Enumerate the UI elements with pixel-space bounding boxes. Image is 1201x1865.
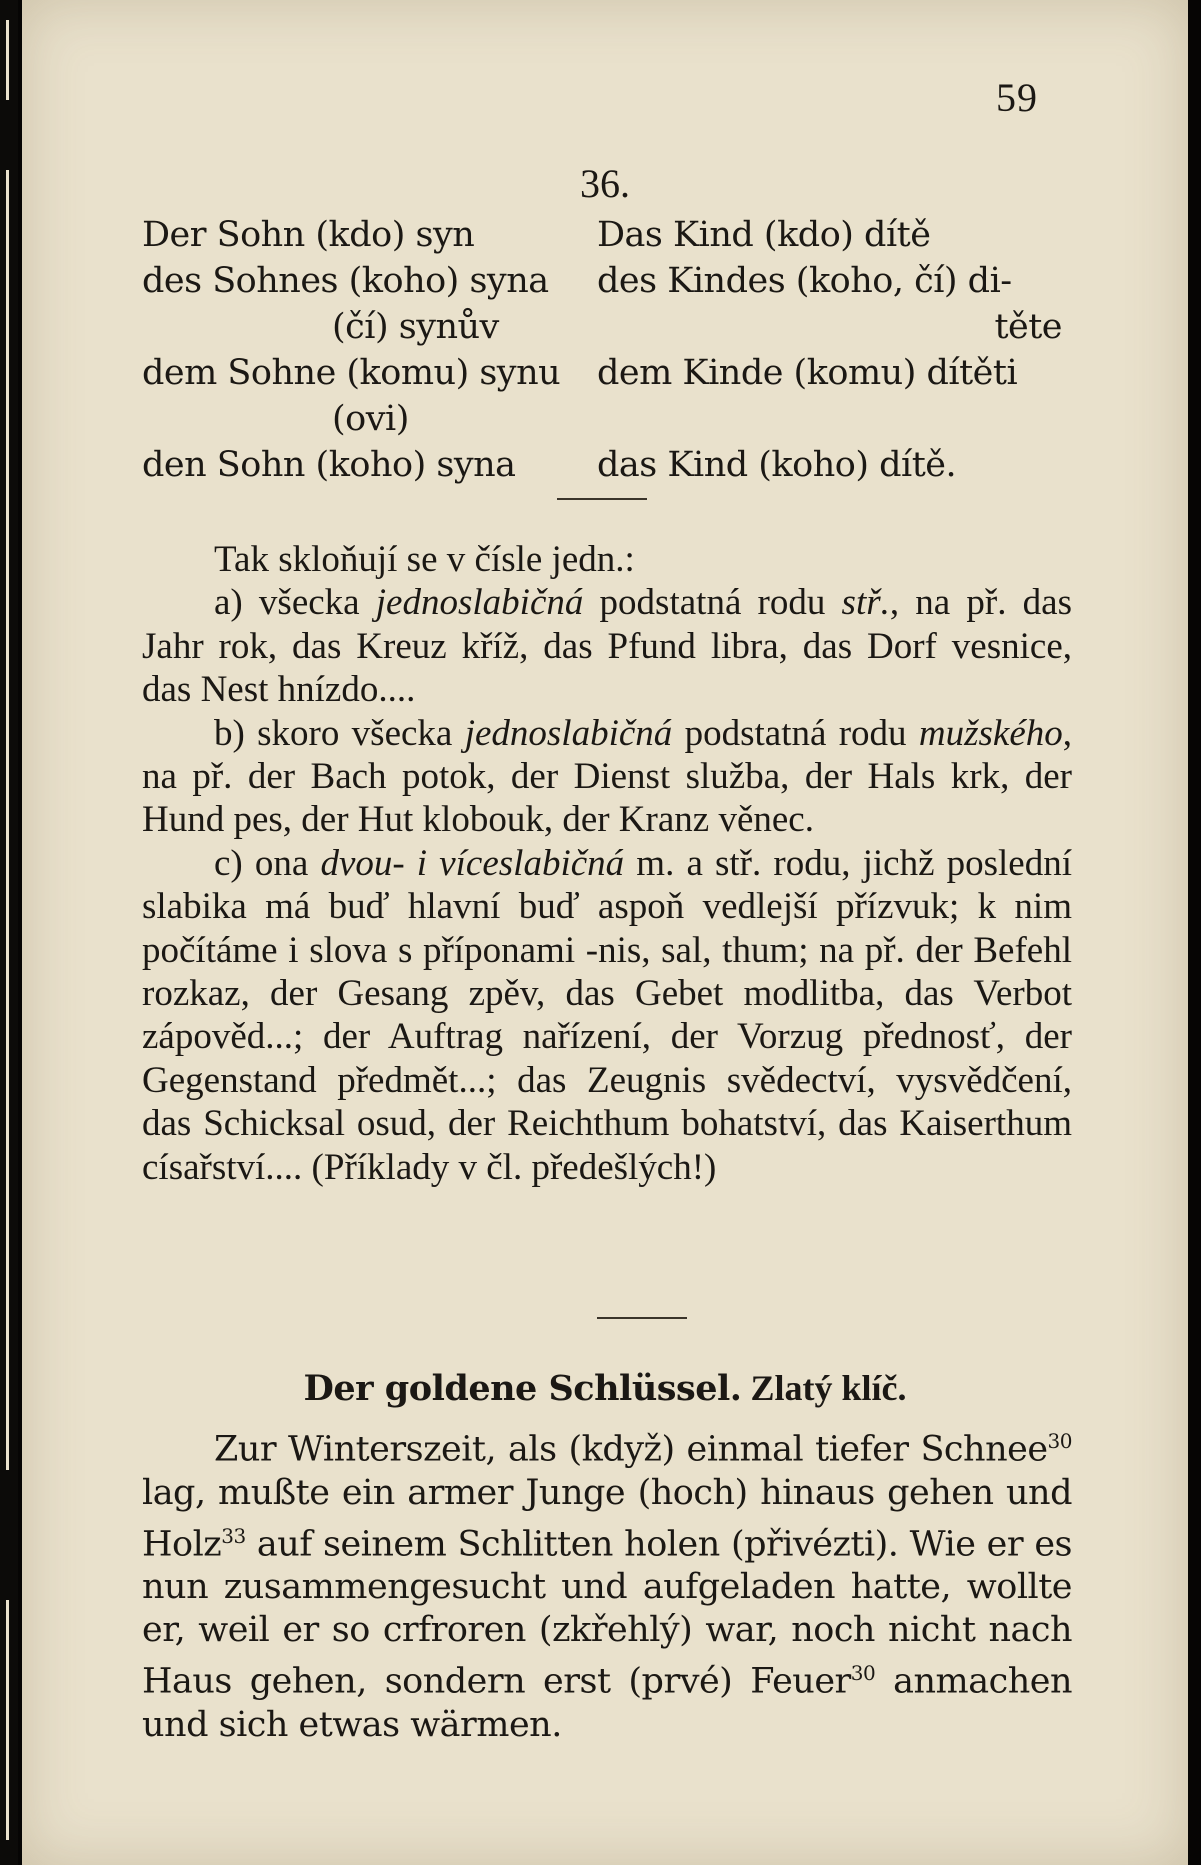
intro-line: [142, 538, 1072, 581]
declension-left: dem Sohne (komu) synu: [142, 353, 561, 393]
declension-left: des Sohnes (koho) syna: [142, 261, 549, 301]
rule-a-prefix: a) všecka: [214, 582, 376, 624]
declension-row: [142, 212, 1062, 258]
story-text-1: Zur Winterszeit, als (když) einmal tiefer Schnee: [214, 1429, 1048, 1470]
spine-edge: [6, 170, 9, 1470]
declension-row: [142, 396, 1062, 442]
declension-right: Das Kind (kdo) dítě: [597, 215, 931, 255]
declension-row: [142, 258, 1062, 304]
rule-c-rest: m. a stř. rodu, jichž poslední slabika má buď hlavní buď aspoň vedlejší přízvuk; k nim počítáme i slova s příponami -nis, sal, thum; na př. der Befehl rozkaz, der Gesang zpěv, das Gebet modlitba, das Verbot zápověd...; der Auftrag nařízení, der Vorzug přednosť, der Gegenstand předmět...; das Zeugnis svědectví, vysvědčení, das Schicksal osud, der Reichthum bohatství, das Kaiserthum císařství.... (Příklady v čl. předešlých!): [142, 842, 1073, 1188]
declension-left: Der Sohn (kdo) syn: [142, 215, 475, 255]
rule-a-rest: , na př. das Jahr rok, das Kreuz kříž, das Pfund libra, das Dorf vesnice, das Nest hnízdo....: [142, 582, 1072, 711]
story-heading: [22, 1367, 1188, 1409]
declension-right: [693, 396, 1062, 442]
rule-b-italic: jednoslabičná: [464, 712, 673, 754]
rule-b-rest: , na př. der Bach potok, der Dienst služba, der Hals krk, der Hund pes, der Hut klobouk, der Kranz věnec.: [142, 712, 1072, 841]
declension-right: des Kindes (koho, čí) di-: [597, 261, 1012, 301]
spine-edge: [6, 1600, 9, 1840]
rule-b-italic2: mužského: [918, 712, 1063, 754]
declension-right: těte: [994, 307, 1062, 347]
declension-row: [142, 350, 1062, 396]
spine-edge: [6, 20, 9, 100]
page-number: 59: [996, 75, 1038, 120]
story-paragraph: [142, 1420, 1072, 1747]
declension-row: [142, 442, 1062, 488]
declension-table: [142, 212, 1062, 488]
book-spine: [0, 0, 18, 1865]
rule-a-italic: jednoslabičná: [375, 582, 584, 624]
story-text: [142, 1420, 1072, 1747]
rule-a-mid: podstatná rodu: [583, 582, 842, 624]
declension-left: (čí) synův: [332, 307, 499, 347]
declension-left: (ovi): [332, 399, 409, 439]
footnote-ref: 33: [221, 1523, 246, 1548]
intro-text: Tak skloňují se v čísle jedn.:: [214, 539, 635, 580]
rule-b: [142, 712, 1072, 842]
heading-czech: Zlatý klíč.: [750, 1368, 907, 1408]
declension-row: [142, 304, 1062, 350]
story-text-2: lag, mußte ein armer Junge (hoch) hinaus gehen und Holz: [142, 1472, 1072, 1565]
rule-a: [142, 581, 1072, 711]
rule-a-italic2: stř.: [841, 582, 890, 624]
story-text-4: anmachen und sich etwas wärmen.: [142, 1661, 1072, 1745]
footnote-ref: 30: [1047, 1429, 1072, 1453]
footnote-ref: 30: [850, 1661, 876, 1686]
rule-b-mid: podstatná rodu: [672, 712, 919, 754]
story-text-3: auf seinem Schlitten holen (přivézti). Wie er es nun zusammengesucht und aufgeladen hatte, wollte er, weil er so crfroren (zkřehlý) war, noch nicht nach Haus gehen, sondern erst (prvé) Feuer: [142, 1524, 1072, 1702]
rule-c-italic: dvou- i víceslabičná: [320, 842, 625, 884]
grammar-text: [142, 538, 1072, 1189]
declension-right: das Kind (koho) dítě.: [597, 445, 957, 485]
divider: [557, 498, 647, 500]
section-number: 36.: [580, 161, 630, 206]
declension-right: dem Kinde (komu) dítěti: [597, 353, 1018, 393]
declension-left: den Sohn (koho) syna: [142, 445, 516, 485]
divider: [597, 1317, 687, 1319]
heading-german: Der goldene Schlüssel.: [303, 1368, 742, 1409]
book-page: [22, 0, 1188, 1865]
rule-c: [142, 842, 1072, 1189]
rule-b-prefix: b) skoro všecka: [214, 712, 465, 754]
rule-c-prefix: c) ona: [214, 842, 321, 884]
